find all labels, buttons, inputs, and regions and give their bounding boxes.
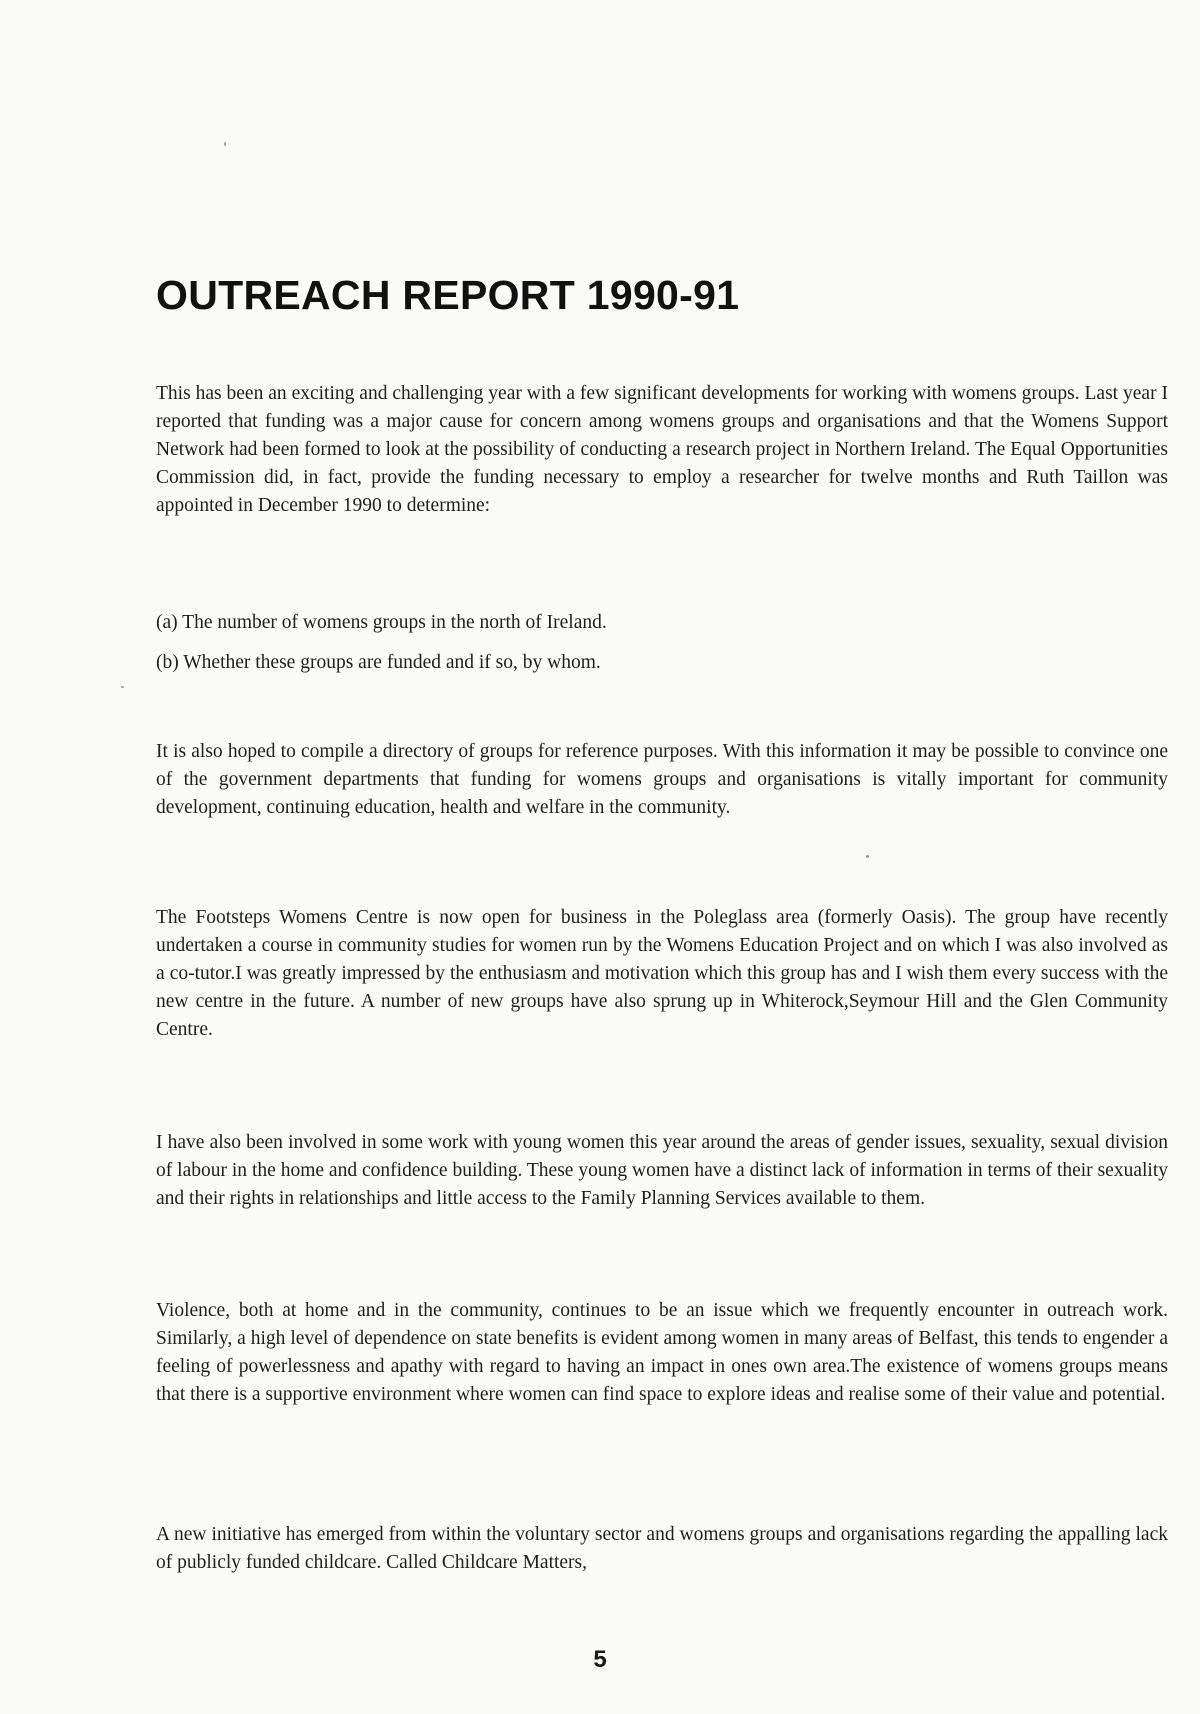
paragraph-directory: It is also hoped to compile a directory of groups for reference purposes. With this information it may be possible to convince one of the government departments that funding for womens groups and organisations is vitally important for community development, continuing education, health and welfare in the community. xyxy=(156,741,1168,818)
scan-speck xyxy=(121,686,124,688)
paragraph-young-women: I have also been involved in some work with young women this year around the areas of gender issues, sexuality, sexual division of labour in the home and confidence building. These young women have a distinct lack of information in terms of their sexuality and their rights in relationships and little access to the Family Planning Services available to them. xyxy=(156,1132,1168,1209)
list-item-a: (a) The number of womens groups in the north of Ireland. xyxy=(156,612,607,633)
page-title: OUTREACH REPORT 1990-91 xyxy=(156,272,740,318)
paragraph-intro: This has been an exciting and challenging year with a few significant developments for working with womens groups. Last year I reported that funding was a major cause for concern among womens groups and organisations and that the Womens Support Network had been formed to look at the possibility of conducting a research project in Northern Ireland. The Equal Opportunities Commission did, in fact, provide the funding necessary to employ a researcher for twelve months and Ruth Taillon was appointed in December 1990 to determine: xyxy=(156,383,1168,516)
paragraph-childcare: A new initiative has emerged from within the voluntary sector and womens groups and organisations regarding the appalling lack of publicly funded childcare. Called Childcare Matters, xyxy=(156,1524,1168,1573)
scan-speck xyxy=(224,142,226,146)
paragraph-footsteps: The Footsteps Womens Centre is now open for business in the Poleglass area (formerly Oasis). The group have recently undertaken a course in community studies for women run by the Womens Education Project and on which I was also involved as a co-tutor.I was greatly impressed by the enthusiasm and motivation which this group has and I wish them every success with the new centre in the future. A number of new groups have also sprung up in Whiterock,Seymour Hill and the Glen Community Centre. xyxy=(156,907,1168,1040)
paragraph-violence: Violence, both at home and in the community, continues to be an issue which we frequently encounter in outreach work. Similarly, a high level of dependence on state benefits is evident among women in many areas of Belfast, this tends to engender a feeling of powerlessness and apathy with regard to having an impact in ones own area.The existence of womens groups means that there is a supportive environment where women can find space to explore ideas and realise some of their value and potential. xyxy=(156,1300,1168,1405)
list-item-b: (b) Whether these groups are funded and if so, by whom. xyxy=(156,652,601,673)
page-number: 5 xyxy=(593,1646,607,1673)
scan-speck xyxy=(866,855,869,858)
